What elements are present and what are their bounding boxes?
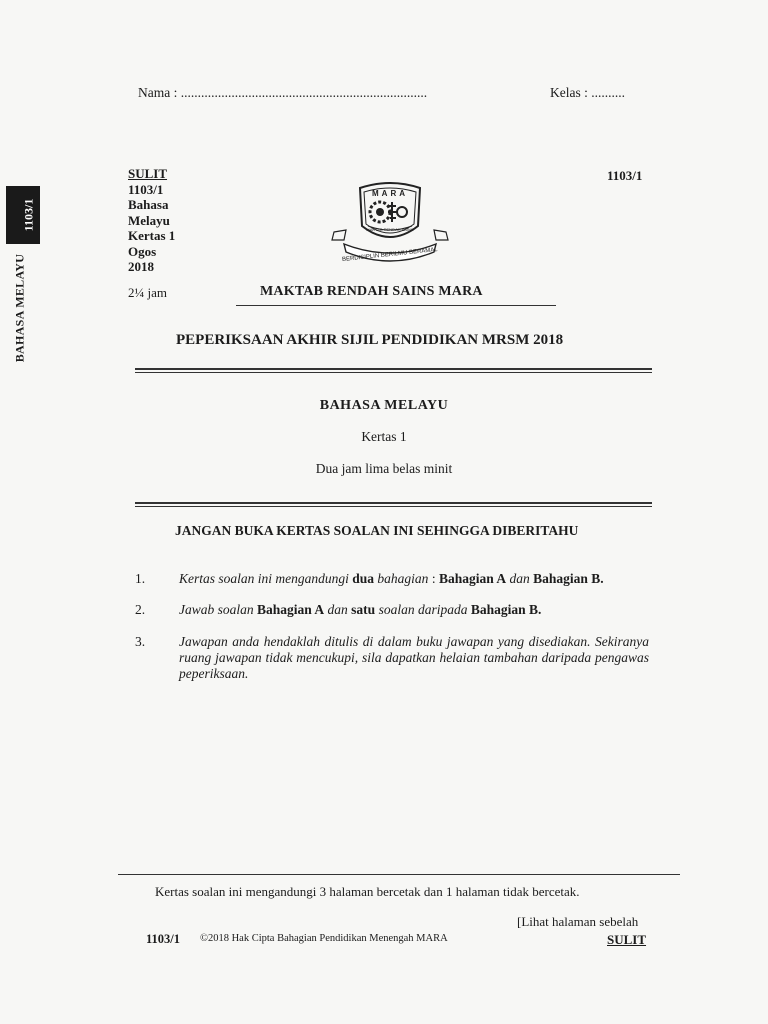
subject-title: BAHASA MELAYU (319, 398, 449, 413)
page-count-note: Kertas soalan ini mengandungi 3 halaman bercetak dan 1 halaman tidak bercetak. (155, 884, 580, 899)
instruction-fragment: satu (351, 602, 376, 617)
top-double-rule-2 (135, 372, 652, 373)
institution-name: MAKTAB RENDAH SAINS MARA (260, 284, 483, 299)
svg-text:BERDISIPLIN BERILMU BERAMAL: BERDISIPLIN BERILMU BERAMAL (341, 247, 438, 264)
footer-rule (118, 874, 680, 875)
instruction-fragment: Bahagian A (438, 571, 507, 586)
instruction-fragment: : (428, 571, 439, 586)
paper-title: Kertas 1 (361, 429, 407, 444)
warning-text: JANGAN BUKA KERTAS SOALAN INI SEHINGGA DIBERITAHU (175, 523, 579, 538)
top-double-rule (135, 368, 652, 370)
instruction-fragment: dan (324, 602, 352, 617)
instruction-fragment: Bahagian B. (470, 602, 542, 617)
mara-logo-icon (330, 182, 450, 268)
svg-text:MAKTAB RENDAH SAINS: MAKTAB RENDAH SAINS (366, 227, 414, 232)
copyright-text: ©2018 Hak Cipta Bahagian Pendidikan Menengah MARA (200, 933, 448, 944)
instruction-fragment: bahagian (374, 571, 429, 586)
instruction-fragment: soalan daripada (375, 602, 471, 617)
side-tab-label: BAHASA MELAYU (12, 253, 27, 363)
instruction-fragment: Jawapan anda hendaklah ditulis di dalam buku jawapan yang disediakan. Sekiranya ruang jawapan tidak mencukupi, sila dapatkan helaian tambahan daripada pengawas peperiksaan. (179, 634, 649, 681)
name-field-label: Nama : ......................................................................... (138, 85, 428, 100)
instruction-fragment: Kertas soalan ini mengandungi (179, 571, 353, 586)
bottom-double-rule (135, 502, 652, 504)
svg-text:MARA: MARA (372, 189, 408, 198)
instruction-number: 1. (135, 571, 146, 586)
instruction-fragment: dan (506, 571, 534, 586)
duration-text: Dua jam lima belas minit (315, 461, 453, 476)
instruction-text (179, 571, 649, 587)
side-tab (0, 186, 40, 376)
next-page-note: [Lihat halaman sebelah (517, 914, 639, 929)
mara-logo (330, 182, 450, 268)
bottom-double-rule-2 (135, 506, 652, 507)
instruction-text (179, 634, 649, 682)
instruction-text (179, 602, 649, 618)
exam-month: Ogos (128, 243, 157, 259)
paper-number: Kertas 1 (128, 228, 176, 243)
footer-sulit-label: SULIT (607, 932, 647, 947)
instruction-fragment: Bahagian B. (533, 571, 604, 586)
instruction-number: 2. (135, 602, 146, 617)
instruction-number: 3. (135, 634, 146, 649)
instruction-fragment: Jawab soalan (179, 602, 258, 617)
instruction-fragment: dua (352, 571, 375, 586)
side-tab-code-box (6, 186, 40, 244)
exam-title: PEPERIKSAAN AKHIR SIJIL PENDIDIKAN MRSM 2018 (176, 332, 564, 348)
instruction-fragment: Bahagian A (257, 602, 325, 617)
sulit-label: SULIT (128, 166, 168, 181)
paper-code: 1103/1 (128, 181, 164, 197)
class-field-label: Kelas : .......... (550, 85, 625, 100)
subject-line-2: Melayu (128, 212, 170, 228)
paper-duration: 2¼ jam (128, 285, 167, 300)
right-paper-code: 1103/1 (607, 168, 643, 183)
institution-underline (236, 305, 556, 306)
paper-info-block (128, 166, 175, 275)
side-tab-code: 1103/1 (21, 198, 36, 232)
exam-year: 2018 (128, 259, 154, 274)
footer-paper-code: 1103/1 (146, 932, 181, 946)
subject-line-1: Bahasa (128, 197, 169, 212)
